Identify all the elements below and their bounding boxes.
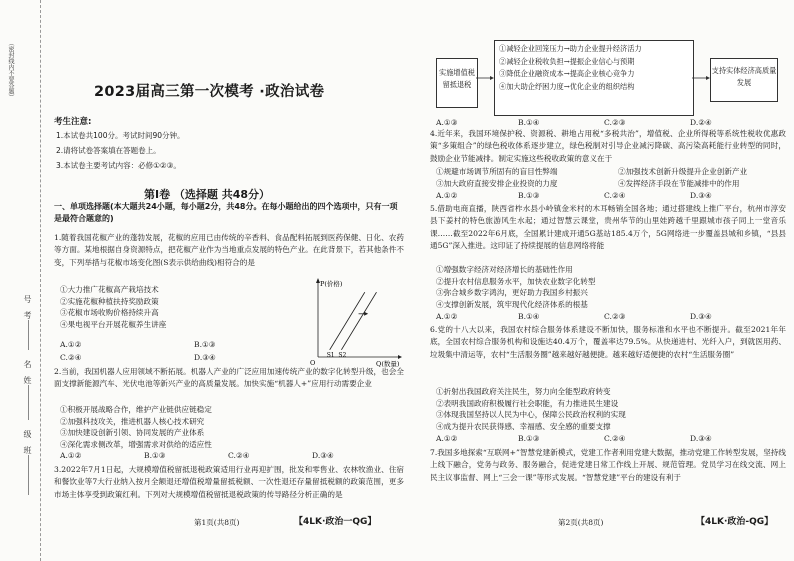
binding-field-class: 级 班 <box>23 430 32 454</box>
question-7-stem: 7.我国多地探索“互联网+”智慧党建新模式，党建工作者利用党建大数据，推动党建工作转型发展，坚持线上线下融合，党务与政务、服务融合，促进党建日常工作线上开展、规范管理。党员学习在线交流、网上民主议事监督、网上“三会一课”等形式发展。“智慧党建”平台的建设有利于 <box>430 448 786 482</box>
series-layer <box>327 292 377 359</box>
binding-field-exam-no: 号 考 <box>23 295 32 319</box>
origin-label: O <box>310 359 316 367</box>
option: ①大力推广花椒高产栽培技术 <box>60 285 159 294</box>
notice-heading: 考生注意: <box>54 117 92 127</box>
answer-choice: C.②④ <box>604 191 626 200</box>
flow-arrow-left <box>476 40 494 120</box>
flow-item: ④加大助企纾困力度→优化企业的组织结构 <box>499 81 635 91</box>
answer-choice: C.②③ <box>604 312 626 321</box>
binding-notice: （密封线内不要答题） <box>7 40 14 100</box>
option: ①增强数字经济对经济增长的基础性作用 <box>436 265 573 274</box>
option: ②实施花椒种植扶持奖励政策 <box>60 296 159 306</box>
paper-code-tag: 【4LK·政治一QG】 <box>294 517 377 527</box>
answer-choice: B.①④ <box>518 312 540 321</box>
option: ②加强科技攻关，推进机器人核心技术研究 <box>60 416 205 426</box>
option: ②提升农村信息服务水平，加快农业数字化转型 <box>436 276 596 286</box>
answer-choice: B.①③ <box>144 451 166 460</box>
section-instructions: 一、单项选择题(本大题共24小题，每小题2分，共48分。在每小题给出的四个选项中，只有一项是最符合题意的) <box>54 202 398 223</box>
x-axis-arrow <box>398 355 402 359</box>
option: ①折射出我国政府关注民生，努力向全能型政府转变 <box>436 387 611 396</box>
option: ③加大政府直接安排企业投资的力度 <box>436 178 558 188</box>
question-6-options <box>436 386 776 432</box>
question-2-options <box>60 404 400 450</box>
question-5-options <box>436 264 776 310</box>
flow-middle-box <box>494 40 694 116</box>
option: ④发挥经济手段在节能减排中的作用 <box>618 178 740 188</box>
binding-field-name: 名 姓 <box>23 360 32 384</box>
question-2-stem: 2.当前，我国机器人应用领域不断拓展。机器人产业的广泛应用加速传统产业的数字化转型升级，也会全面支撑新能源汽车、光伏电池等新兴产业的高质量发展。加快实施“机器人+”应用行动需要企业 <box>54 367 404 389</box>
supply-chart <box>306 277 402 367</box>
notice-line: 1.本试卷共100分。考试时间90分钟。 <box>56 131 185 140</box>
option: ③花椒市场收购价格持续升高 <box>60 308 159 318</box>
answer-choice: B.①③ <box>518 434 540 443</box>
option: ③体现我国坚持以人民为中心，保障公民政治权利的实现 <box>436 410 626 420</box>
binding-underline <box>28 320 29 350</box>
option: ①积极开展战略合作，维护产业链供应链稳定 <box>60 405 212 414</box>
option: ②加强技术创新升级提升企业创新产业 <box>618 167 748 176</box>
answer-choice: D.③④ <box>312 451 334 460</box>
answer-choice: A.①② <box>60 451 82 460</box>
flow-item: ③降低企业融资成本→提高企业核心竞争力 <box>499 69 635 79</box>
answer-choice: A.①② <box>436 434 458 443</box>
supply-chart-svg <box>306 277 402 367</box>
answer-choice: D.③④ <box>690 312 712 321</box>
answer-choice: B.①④ <box>518 118 540 127</box>
option: ②表明我国政府积极履行社会职能，有力推进民生建设 <box>436 398 619 408</box>
question-5-stem: 5.借助电商直播，陕西省柞水县小岭镇金米村的木耳畅销全国各地；通过搭建线上推广平台，杭州市淳安县下姜村的特色旅游风生水起；通过智慧云课堂，贵州华节的山里娃跨越千里跟城市孩子同上一堂音乐课……截至2022年6月底，全国累计建成开通5G基站185.4万个，5G网络进一步覆盖县城和乡镇，“县县通5G”深入推进。这印证了持续提展的信息网络将能 <box>430 204 786 251</box>
option: ④果电视平台开展花椒养生讲座 <box>60 319 167 329</box>
page-1 <box>44 0 410 561</box>
question-4-stem: 4.近年来，我国环境保护税、资源税、耕地占用税“多税共治”，增值税、企业所得税等系统性税收优惠政策“多策组合”的绿色税收体系逐步建立，绿色税制对引导企业减污降碳、高污染高耗能行业转型的同时，鼓励企业节能减排。制定实施这些税收政策的意义在于 <box>430 129 786 163</box>
supply-curve-s2 <box>341 292 376 350</box>
question-3-stem: 3.2022年7月1日起，大规模增值税留抵退税政策适用行业再迎扩围，批发和零售业、农林牧渔业、住宿和餐饮业等7大行业纳入按月全额退还增值税增量留抵税额、一次性退还存量留抵税额的政策范围，更多市场主体享受到政策红利。下列对大规模增值税留抵退税政策的传导路径分析正确的是 <box>54 465 404 499</box>
binding-underline <box>28 455 29 495</box>
notice-line: 2.请将试卷答案填在答题卷上。 <box>56 146 161 155</box>
page-2 <box>418 0 790 561</box>
answer-choice: C.②④ <box>228 451 250 460</box>
answer-choice: D.②④ <box>690 118 712 127</box>
page-footer: 第1页(共8页) <box>194 518 240 527</box>
answer-choice: D.③④ <box>690 434 712 443</box>
answer-choice: C.②④ <box>604 434 626 443</box>
flow-item: ①减轻企业回笼压力→助力企业提升经济活力 <box>499 44 642 53</box>
option: ④成为提升农民获得感、幸福感、安全感的重要支撑 <box>436 421 611 431</box>
page-title: 2023届高三第一次模考 ·政治试卷 <box>94 84 325 100</box>
question-1-options <box>60 284 300 330</box>
option: ④支撑创新发展，筑牢现代化经济体系的根基 <box>436 299 588 309</box>
option: ①规避市场调节所固有的盲目性弊端 <box>436 167 558 176</box>
part-title: 第Ⅰ卷 （选择题 共48分） <box>144 188 271 201</box>
series-label: S2 <box>338 351 347 359</box>
option: ③弥合城乡数字鸿沟，更好助力我国乡村振兴 <box>436 288 588 298</box>
notice-line: 3.本试卷主要考试内容：必修①②③。 <box>56 161 181 170</box>
binding-margin <box>0 0 41 561</box>
series-label: S1 <box>326 351 335 359</box>
question-6-stem: 6.党的十八大以来，我国农村综合服务体系建设不断加快，服务标准和水平也不断提升。截至2021年年底，全国农村综合服务机构和设施达40.4万个，覆盖率达79.5%。从快递进村、光纤入户，到就医用药、垃圾集中清运等，农村“生活服务圈”越来越好越便捷。越来越好适便捷的农村“生活服务圈” <box>430 325 786 359</box>
flow-right-box: 支持实体经济高质量发展 <box>710 58 778 102</box>
binding-underline <box>28 385 29 420</box>
x-axis-label: Q(数量) <box>376 360 400 367</box>
y-axis-label: P(价格) <box>320 280 343 288</box>
flow-arrow-right <box>692 40 710 120</box>
option: ④深化需求侧改革，增强需求对供给的适应性 <box>60 439 212 449</box>
supply-curve-s1 <box>330 292 365 350</box>
option: ③加快建设创新引领、协同发展的产业体系 <box>60 428 205 438</box>
question-4-options-left <box>436 166 611 189</box>
answer-choice: B.①③ <box>194 340 216 349</box>
answer-choice: A.①② <box>436 191 458 200</box>
shift-arrow-head <box>364 312 368 316</box>
question-1-stem: 1.随着我国花椒产业的蓬勃发展，花椒的应用已由传统的辛香料、食品配料拓展到医药保健、日化、农药等方面。某地根据自身资源特点，把花椒产业作为当地重点发展的特色产业。在此背景下，若其他条件不变，下列举措与花椒市场变化图(S表示供给曲线)相符合的是 <box>54 233 404 267</box>
answer-choice: A.①② <box>436 312 458 321</box>
answer-choice: D.③④ <box>194 353 216 362</box>
page-footer: 第2页(共8页) <box>558 518 604 527</box>
answer-choice: A.①② <box>60 340 82 349</box>
answer-choice: A.①③ <box>436 118 458 127</box>
answer-choice: B.①③ <box>518 191 540 200</box>
answer-choice: C.②③ <box>604 118 626 127</box>
question-4-options-right <box>618 166 788 189</box>
answer-choice: C.②④ <box>60 353 82 362</box>
paper-code-tag: 【4LK·政治-QG】 <box>696 517 774 527</box>
answer-choice: D.③④ <box>690 191 712 200</box>
flow-left-box: 实施增值税留抵退税 <box>436 58 478 108</box>
flow-item: ②减轻企业税收负担→提振企业信心与预期 <box>499 56 635 66</box>
